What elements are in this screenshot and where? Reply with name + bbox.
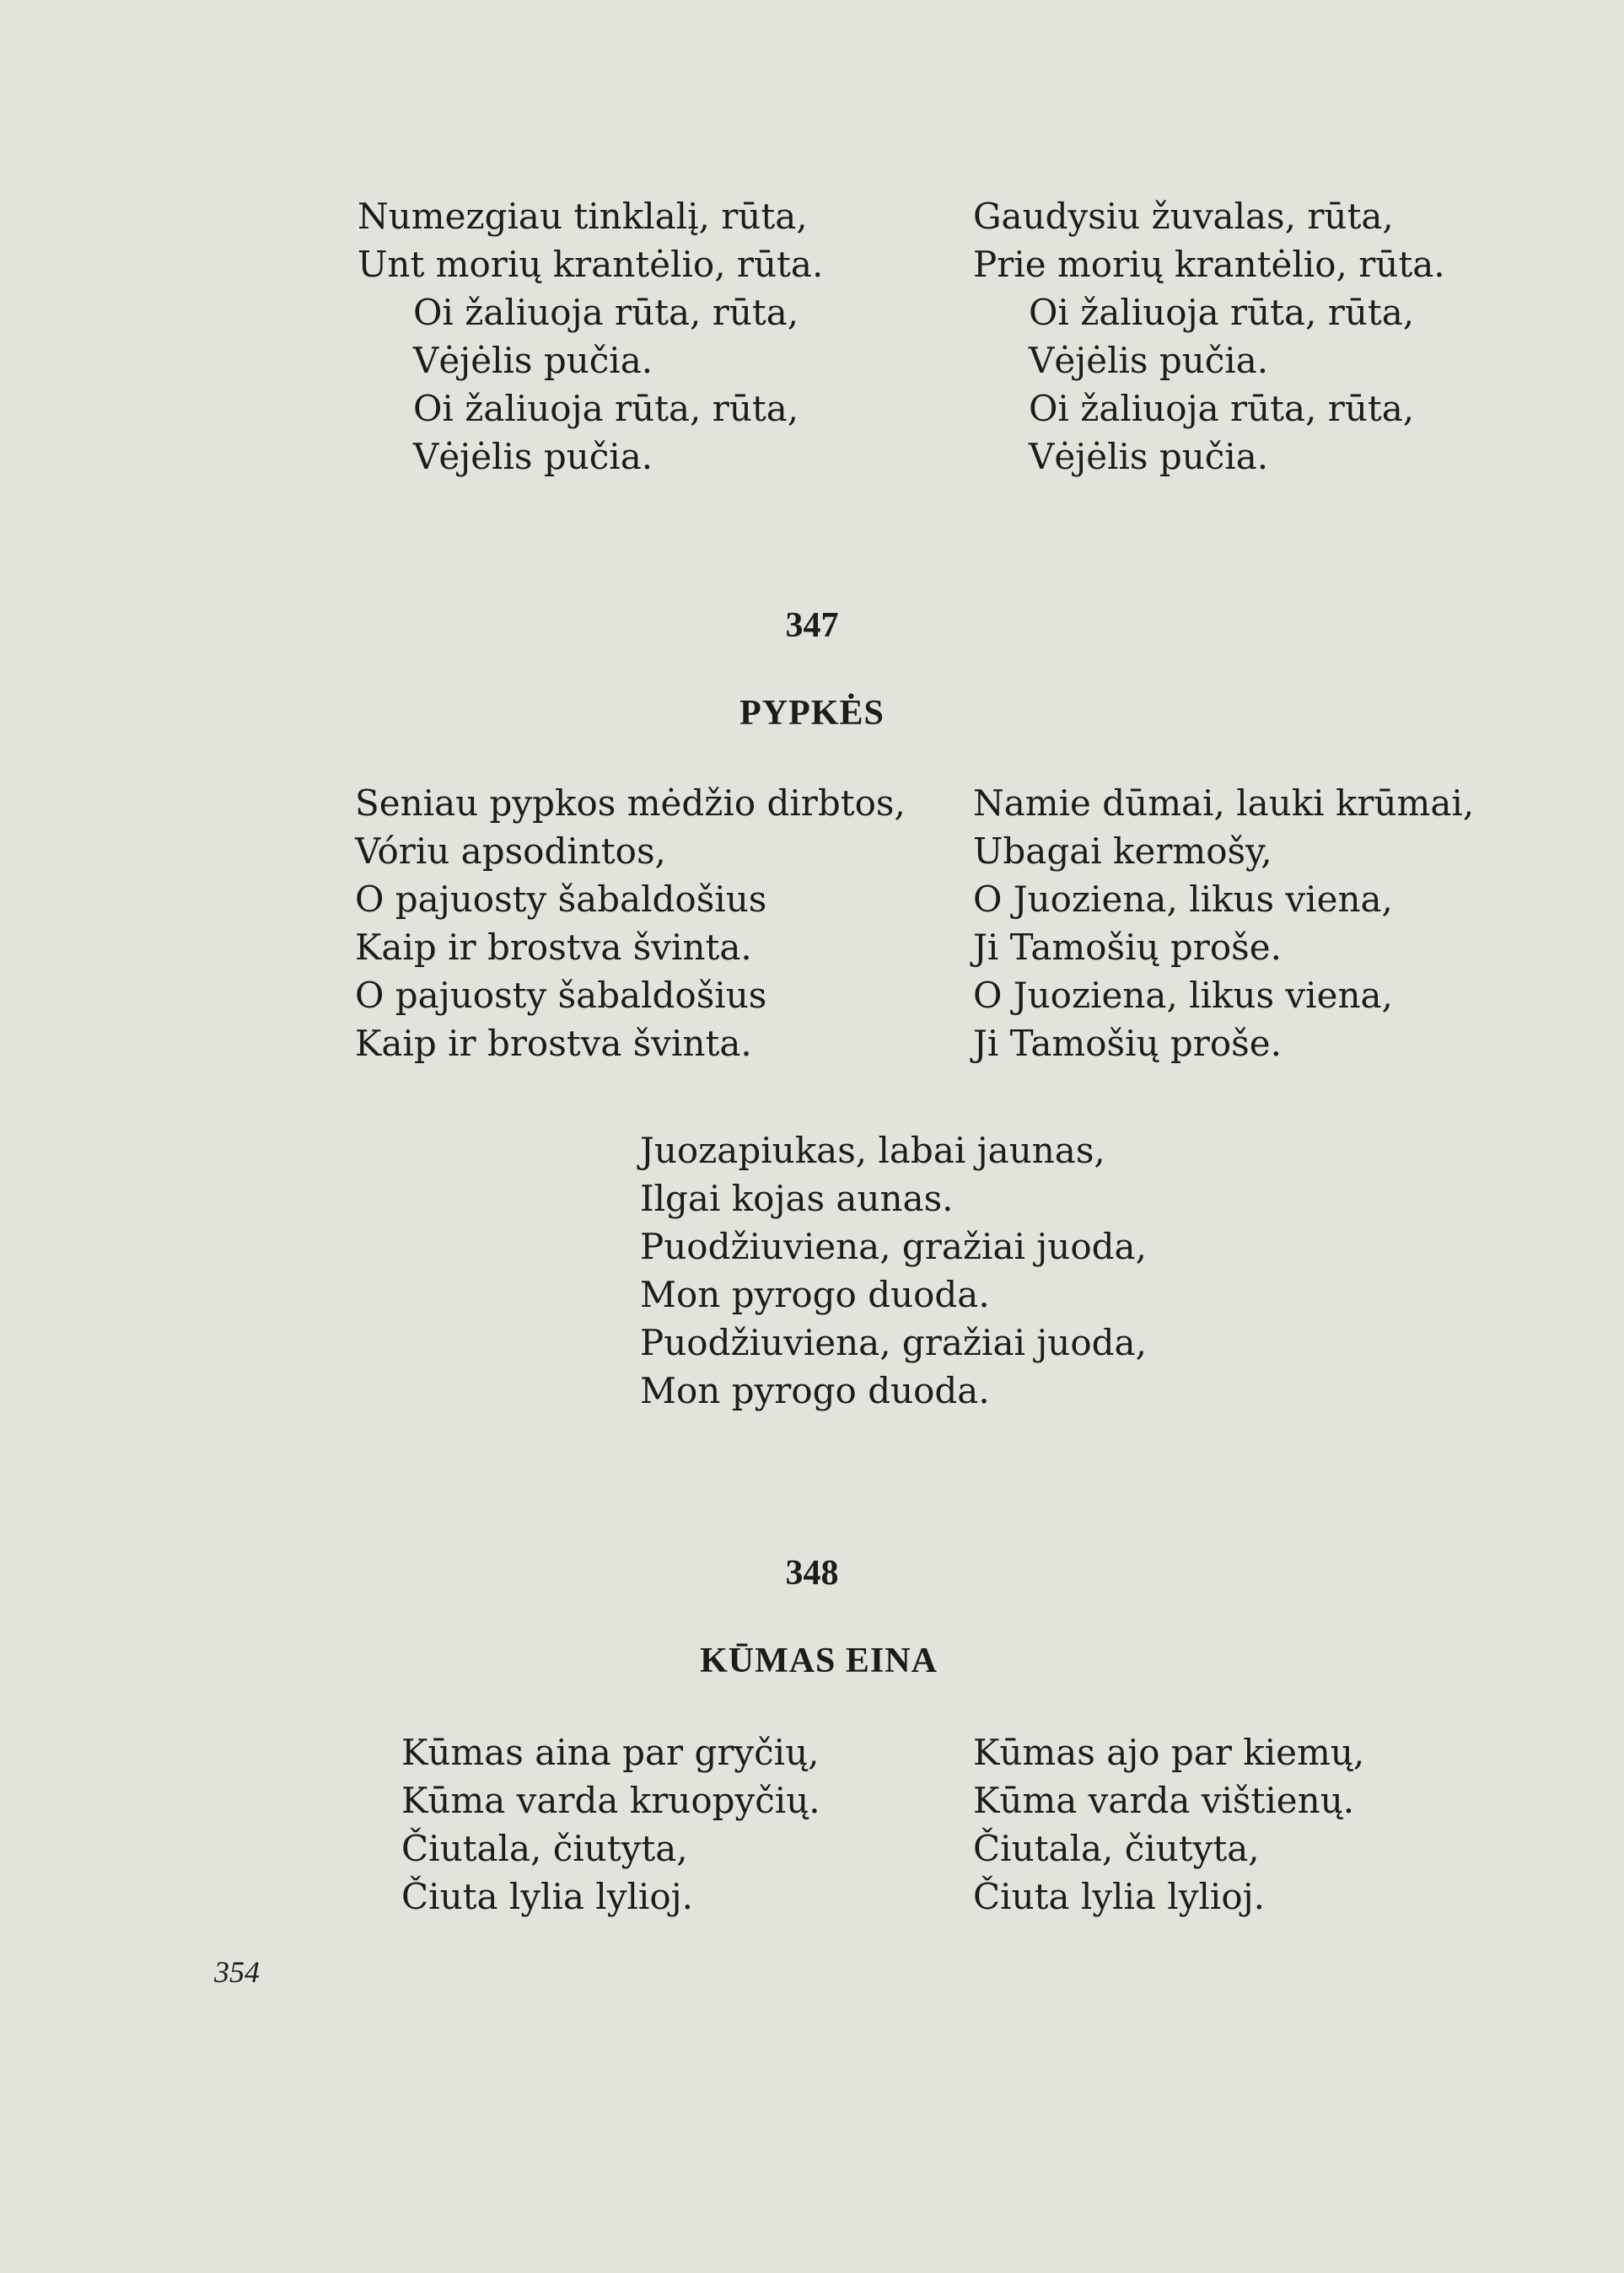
verse-line: Oi žaliuoja rūta, rūta, <box>413 292 799 333</box>
verse-line: Ubagai kermošy, <box>973 830 1272 872</box>
verse-line: Prie morių krantėlio, rūta. <box>973 244 1445 285</box>
page-number: 354 <box>214 1955 260 1989</box>
verse-line: Čiuta lylia lylioj. <box>973 1876 1265 1917</box>
verse-line: Čiuta lylia lylioj. <box>401 1876 693 1917</box>
verse-line: Unt morių krantėlio, rūta. <box>358 244 824 285</box>
verse-line: Vóriu apsodintos, <box>355 830 666 872</box>
verse-line: O Juoziena, likus viena, <box>973 879 1393 920</box>
verse-line: Kūma varda vištienų. <box>973 1780 1355 1821</box>
verse-line: Kūma varda kruopyčių. <box>401 1780 820 1821</box>
song-number: 348 <box>785 1554 839 1593</box>
verse-line: Kaip ir brostva švinta. <box>355 1023 752 1064</box>
verse-line: Vėjėlis pučia. <box>1029 436 1269 477</box>
verse-line: Mon pyrogo duoda. <box>640 1274 990 1315</box>
verse-line: Ilgai kojas aunas. <box>640 1178 954 1219</box>
song-number: 347 <box>785 606 839 645</box>
verse-line: Oi žaliuoja rūta, rūta, <box>1029 292 1415 333</box>
stanza-347-left <box>355 779 906 1067</box>
verse-line: Vėjėlis pučia. <box>1029 340 1269 381</box>
stanza-348-right <box>973 1728 1364 1921</box>
verse-line: Numezgiau tinklalį, rūta, <box>358 196 808 237</box>
verse-line: Oi žaliuoja rūta, rūta, <box>413 388 799 429</box>
verse-line: Vėjėlis pučia. <box>413 436 653 477</box>
stanza-continued-right <box>973 192 1445 481</box>
song-title: PYPKĖS <box>739 694 885 733</box>
verse-line: Mon pyrogo duoda. <box>640 1370 990 1411</box>
verse-line: O Juoziena, likus viena, <box>973 975 1393 1016</box>
verse-line: Kaip ir brostva švinta. <box>355 927 752 968</box>
verse-line: Kūmas aina par gryčių, <box>401 1732 820 1773</box>
verse-line: Seniau pypkos mėdžio dirbtos, <box>355 782 906 824</box>
verse-line: Čiutala, čiutyta, <box>973 1828 1260 1869</box>
verse-line: Oi žaliuoja rūta, rūta, <box>1029 388 1415 429</box>
stanza-continued-left <box>358 192 823 481</box>
verse-line: Namie dūmai, lauki krūmai, <box>973 782 1475 824</box>
verse-line: Ji Tamošių proše. <box>973 927 1282 968</box>
verse-line: Ji Tamošių proše. <box>973 1023 1282 1064</box>
verse-line: Puodžiuviena, gražiai juoda, <box>640 1226 1147 1267</box>
verse-line: O pajuosty šabaldošius <box>355 975 767 1016</box>
stanza-347-right <box>973 779 1474 1067</box>
verse-line: Juozapiukas, labai jaunas, <box>640 1130 1105 1171</box>
song-title: KŪMAS EINA <box>700 1642 938 1680</box>
verse-line: Čiutala, čiutyta, <box>401 1828 688 1869</box>
verse-line: Gaudysiu žuvalas, rūta, <box>973 196 1394 237</box>
stanza-347-center <box>640 1126 1147 1415</box>
verse-line: Kūmas ajo par kiemų, <box>973 1732 1365 1773</box>
stanza-348-left <box>401 1728 820 1921</box>
verse-line: Vėjėlis pučia. <box>413 340 653 381</box>
verse-line: O pajuosty šabaldošius <box>355 879 767 920</box>
verse-line: Puodžiuviena, gražiai juoda, <box>640 1322 1147 1363</box>
